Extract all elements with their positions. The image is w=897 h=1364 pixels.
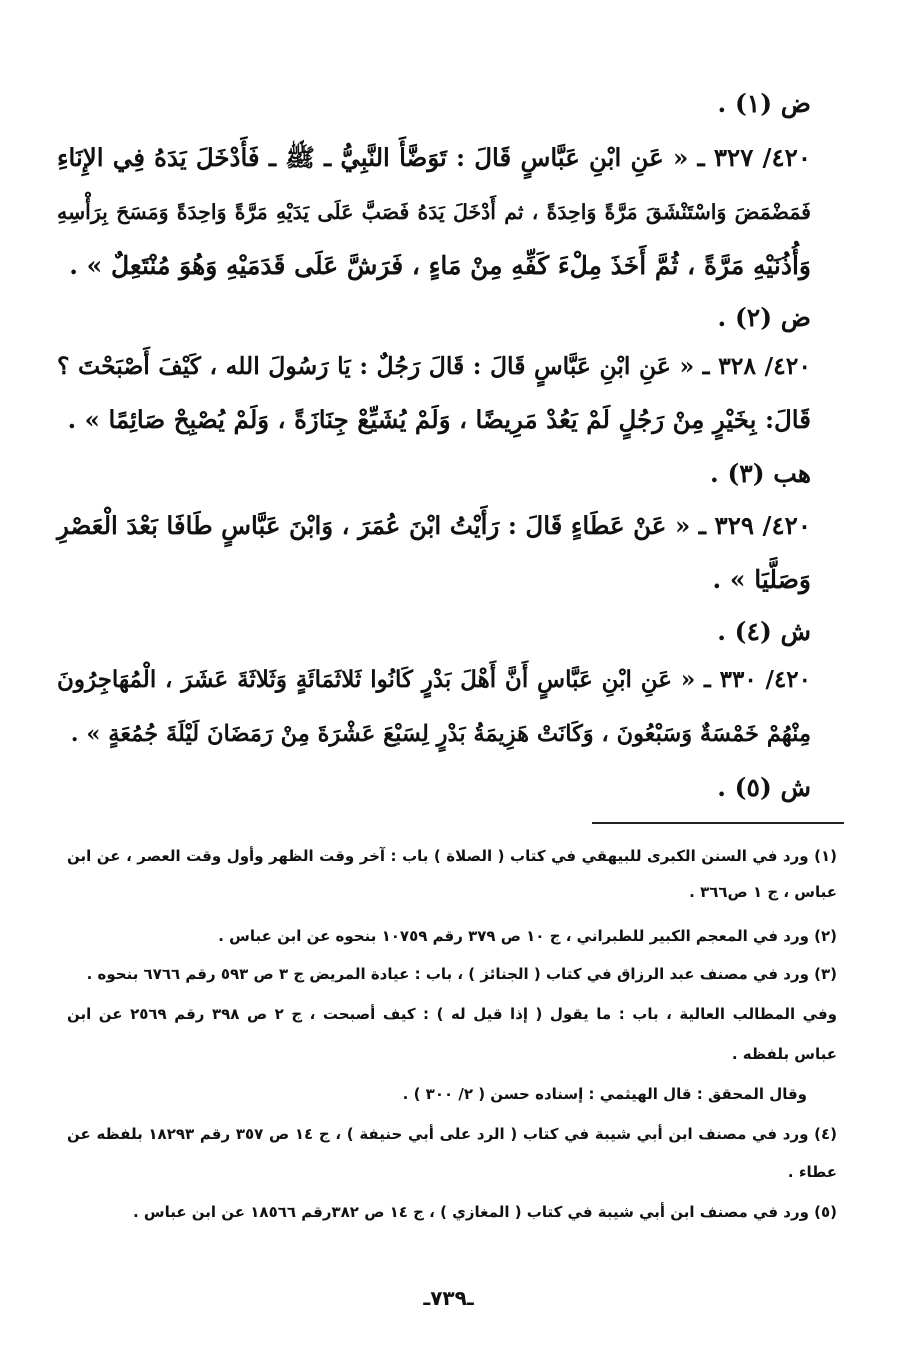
hadith-source-line: هب (٣) .	[710, 459, 811, 488]
hadith-text-line: ٤٢٠/ ٣٢٧ ـ « عَنِ ابْنِ عَبَّاسٍ قَالَ : تَوَضَّأَ النَّبِيُّ ـ ﷺ ـ فَأَدْخَلَ يَدَهُ فِي الإِنَاءِ	[57, 143, 811, 172]
footnote-line: وقال المحقق : قال الهيثمي : إسناده حسن ( ٢/ ٣٠٠ ) .	[402, 1085, 807, 1103]
footnote-line: عطاء .	[787, 1163, 837, 1181]
footnote-line: عباس بلفظه .	[731, 1045, 837, 1063]
hadith-text-line: ٤٢٠/ ٣٢٨ ـ « عَنِ ابْنِ عَبَّاسٍ قَالَ : قَالَ رَجُلٌ : يَا رَسُولَ الله ، كَيْفَ أَصْبَحْتَ ؟	[57, 352, 812, 380]
hadith-source-line: ض (١) .	[717, 89, 811, 118]
hadith-text-line: فَمَضْمَضَ وَاسْتَنْشَقَ مَرَّةً وَاحِدَةً ، ثم أَدْخَلَ يَدَهُ فَصَبَّ عَلَى يَدَيْهِ مَرَّةً وَاحِدَةً وَمَسَحَ بِرَأْسِهِ	[57, 200, 811, 224]
footnote-line: (٥) ورد في مصنف ابن أبي شيبة في كتاب ( المغازي ) ، ج ١٤ ص ٣٨٢رقم ١٨٥٦٦ عن ابن عباس .	[132, 1203, 837, 1221]
hadith-text-line: ٤٢٠/ ٣٢٩ ـ « عَنْ عَطَاءٍ قَالَ : رَأَيْتُ ابْنَ عُمَرَ ، وَابْنَ عَبَّاسٍ طَافَا بَعْدَ الْعَصْرِ	[57, 511, 811, 540]
footnote-separator	[592, 822, 844, 824]
hadith-text-line: قَالَ: بِخَيْرٍ مِنْ رَجُلٍ لَمْ يَعُدْ مَرِيضًا ، وَلَمْ يُشَيِّعْ جِنَازَةً ، وَلَمْ يُصْبِحْ صَائِمًا » .	[67, 405, 811, 434]
footnote-line: عباس ، ج ١ ص٣٦٦ .	[689, 883, 837, 901]
hadith-source-line: ض (٢) .	[717, 303, 811, 332]
footnote-line: (١) ورد في السنن الكبرى للبيهقي في كتاب ( الصلاة ) باب : آخر وقت الظهر وأول وقت العصر ، عن ابن	[67, 847, 837, 865]
hadith-text-line: وَصَلَّيَا » .	[712, 565, 811, 594]
footnote-line: (٢) ورد في المعجم الكبير للطبراني ، ج ١٠ ص ٣٧٩ رقم ١٠٧٥٩ بنحوه عن ابن عباس .	[218, 927, 837, 945]
footnote-line: (٣) ورد في مصنف عبد الرزاق في كتاب ( الجنائز ) ، باب : عيادة المريض ج ٣ ص ٥٩٣ رقم ٦٧٦٦ بنحوه .	[86, 965, 837, 983]
hadith-text-line: وَأُذُنَيْهِ مَرَّةً ، ثُمَّ أَخَذَ مِلْءَ كَفِّهِ مِنْ مَاءٍ ، فَرَشَّ عَلَى قَدَمَيْهِ وَهُوَ مُنْتَعِلٌ » .	[69, 251, 811, 280]
footnote-line: وفي المطالب العالية ، باب : ما يقول ( إذا قيل له ) : كيف أصبحت ، ج ٢ ص ٣٩٨ رقم ٢٥٦٩ عن ابن	[67, 1005, 837, 1023]
hadith-text-line: ٤٢٠/ ٣٣٠ ـ « عَنِ ابْنِ عَبَّاسٍ أَنَّ أَهْلَ بَدْرٍ كَانُوا ثَلاثَمَائَةٍ وَثَلاثَةَ عَشَرَ ، الْمُهَاجِرُونَ	[57, 666, 811, 693]
page-number: ـ٧٣٩ـ	[423, 1286, 474, 1310]
hadith-source-line: ش (٤) .	[717, 617, 811, 646]
footnote-line: (٤) ورد في مصنف ابن أبي شيبة في كتاب ( الرد على أبي حنيفة ) ، ج ١٤ ص ٣٥٧ رقم ١٨٢٩٣ بلفظه عن	[67, 1125, 837, 1143]
hadith-source-line: ش (٥) .	[717, 773, 811, 802]
hadith-text-line: مِنْهُمْ خَمْسَةٌ وَسَبْعُونَ ، وَكَانَتْ هَزِيمَةُ بَدْرٍ لِسَبْعَ عَشْرَةَ مِنْ رَمَضَانَ لَيْلَةَ جُمُعَةٍ » .	[70, 721, 811, 747]
